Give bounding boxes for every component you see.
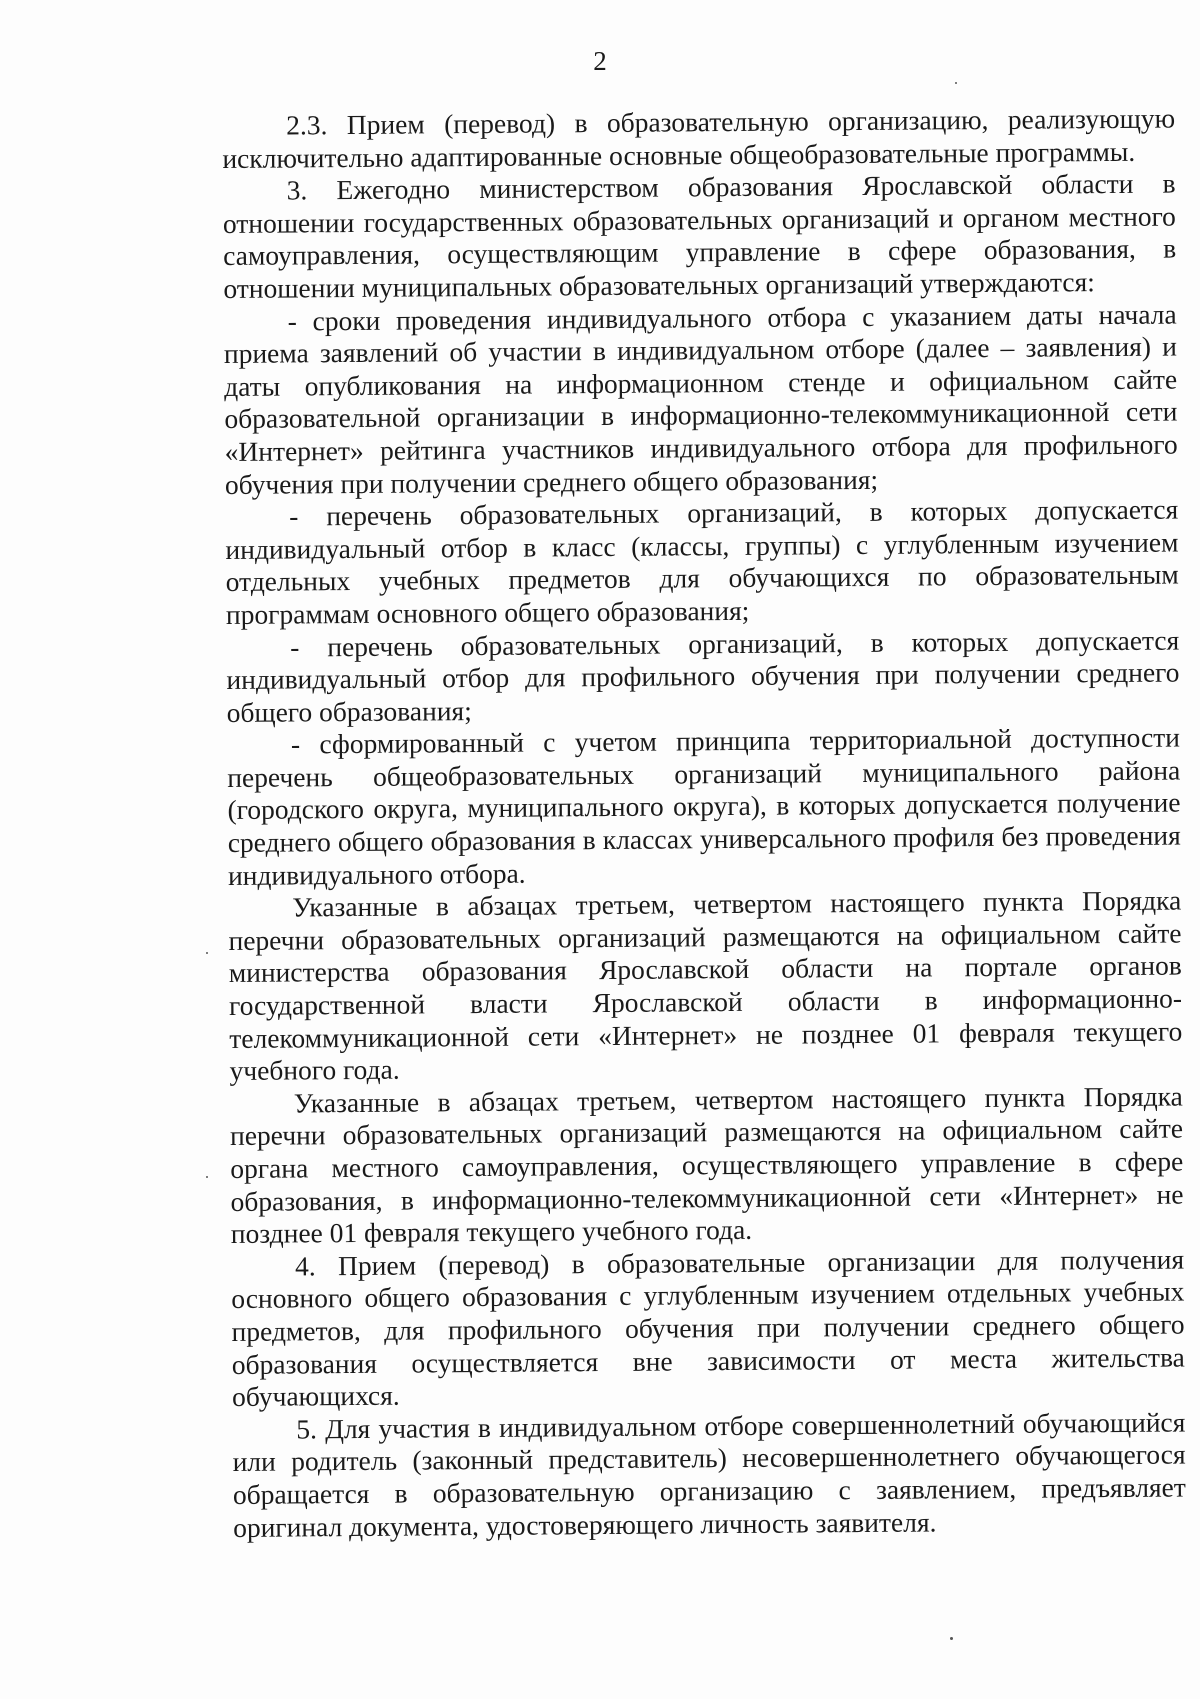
paragraph-2-3: 2.3. Прием (перевод) в образовательную организацию, реализующую исключительно адаптированные основные общеобразовательные программы. <box>222 102 1176 174</box>
scan-speck <box>206 952 208 954</box>
scan-speck <box>206 1176 208 1178</box>
list-item-profile-study-orgs: - перечень образовательных организаций, в которых допускается индивидуальный отбор для профильного обучения при получении среднего общего образования; <box>226 623 1180 728</box>
scan-speck <box>955 82 957 84</box>
paragraph-local-publication: Указанные в абзацах третьем, четвертом настоящего пункта Порядка перечни образовательных организаций размещаются на официальном сайте органа местного самоуправления, осуществляющего управление в сфере образования, в информационно-телекоммуникационной сети «Интернет» не позднее 01 февраля текущего учебного года. <box>229 1080 1184 1250</box>
list-item-advanced-study-orgs: - перечень образовательных организаций, в которых допускается индивидуальный отбор в класс (классы, группы) с углубленным изучением отдельных учебных предметов для обучающихся по образовательным программам основного общего образования; <box>225 493 1179 630</box>
paragraph-3: 3. Ежегодно министерством образования Ярославской области в отношении государственных образовательных организаций и органом местного самоуправления, осуществляющим управление в сфере образования, в отношении муниципальных образовательных организаций утверждаются: <box>222 167 1177 304</box>
paragraph-5: 5. Для участия в индивидуальном отборе совершеннолетний обучающийся или родитель (законный представитель) несовершеннолетнего обучающегося обращается в образовательную организацию с заявлением, предъявляет оригинал документа, удостоверяющего личность заявителя. <box>232 1406 1186 1543</box>
scan-speck <box>950 1637 953 1640</box>
paragraph-ministry-publication: Указанные в абзацах третьем, четвертом настоящего пункта Порядка перечни образовательных организаций размещаются на официальном сайте министерства образования Ярославской области на портале органов государственной власти Ярославской области в информационно-телекоммуникационной сети «Интернет» не позднее 01 февраля текущего учебного года. <box>228 884 1183 1087</box>
page-number: 2 <box>593 46 607 76</box>
paragraph-4: 4. Прием (перевод) в образовательные организации для получения основного общего образования с углубленным изучением отдельных учебных предметов, для профильного обучения при получении среднего общего образования осуществляется вне зависимости от места жительства обучающихся. <box>231 1243 1185 1413</box>
document-body <box>222 103 1186 1545</box>
list-item-selection-terms: - сроки проведения индивидуального отбора с указанием даты начала приема заявлений об участии в индивидуальном отборе (далее – заявления) и даты опубликования на информационном стенде и официальном сайте образовательной организации в информационно-телекоммуникационной сети «Интернет» рейтинга участников индивидуального отбора для профильного обучения при получении среднего общего образования; <box>223 298 1178 500</box>
list-item-universal-profile-orgs: - сформированный с учетом принципа территориальной доступности перечень общеобразовательных организаций муниципального района (городского округа, муниципального округа), в которых допускается получение среднего общего образования в классах универсального профиля без проведения индивидуального отбора. <box>227 721 1181 891</box>
